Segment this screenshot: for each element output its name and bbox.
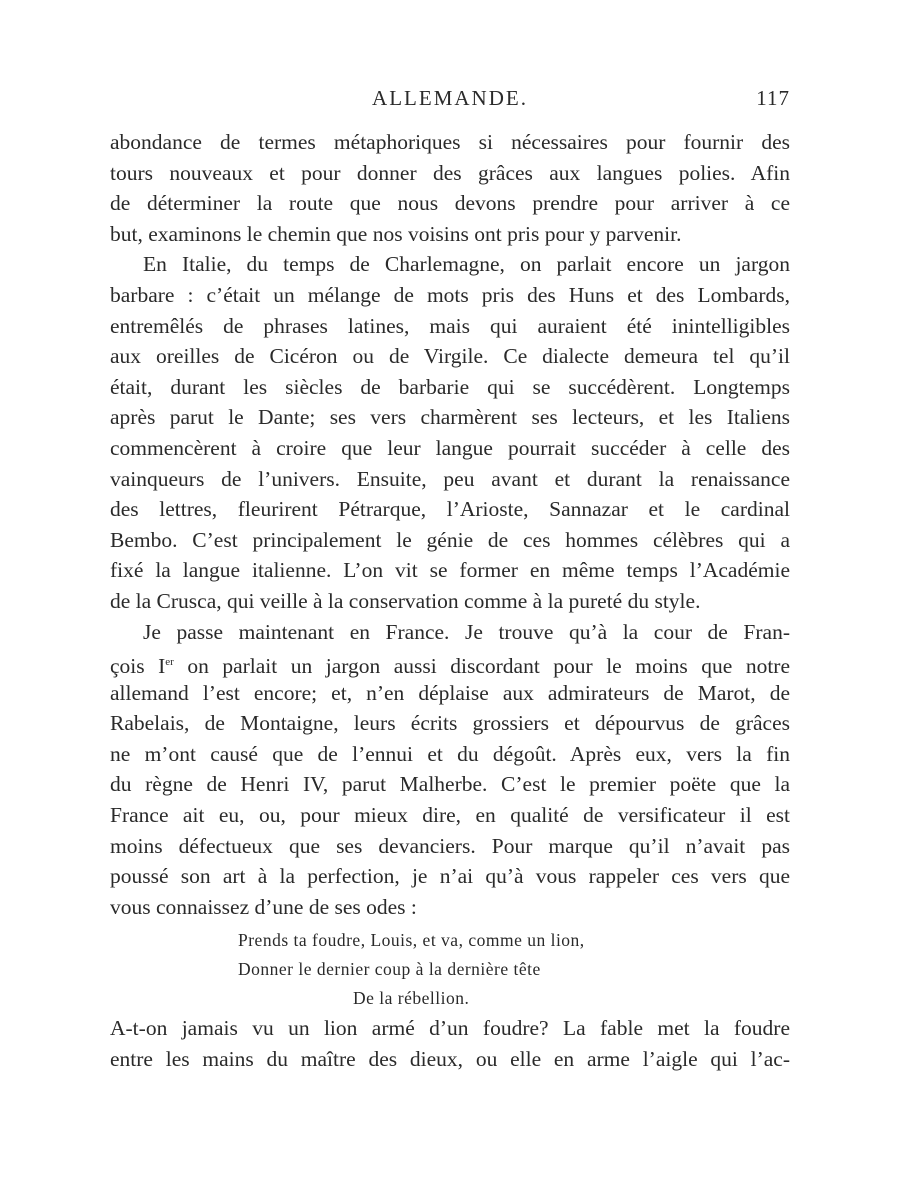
text-line: Je passe maintenant en France. Je trouve qu’à la cour de Fran-: [143, 619, 790, 644]
text-line: après parut le Dante; ses vers charmèrent ses lecteurs, et les Italiens: [110, 405, 790, 430]
text-line: de la Crusca, qui veille à la conservation comme à la pureté du style.: [110, 588, 701, 613]
text-line: moins défectueux que ses devanciers. Pour marque qu’il n’avait pas: [110, 833, 790, 858]
verse-quotation: [110, 926, 790, 1013]
running-title: ALLEMANDE.: [372, 86, 528, 110]
text-line: entre les mains du maître des dieux, ou elle en arme l’aigle qui l’ac-: [110, 1046, 790, 1071]
text-line: commencèrent à croire que leur langue pourrait succéder à celle des: [110, 435, 790, 460]
verse-line: De la rébellion.: [353, 988, 470, 1008]
text-line: vous connaissez d’une de ses odes :: [110, 894, 417, 919]
text-line: but, examinons le chemin que nos voisins ont pris pour y parvenir.: [110, 221, 682, 246]
text-line: Rabelais, de Montaigne, leurs écrits grossiers et dépourvus de grâces: [110, 711, 790, 736]
text-line: barbare : c’était un mélange de mots pris des Huns et des Lombards,: [110, 282, 790, 307]
text-line: A-t-on jamais vu un lion armé d’un foudre? La fable met la foudre: [110, 1016, 790, 1040]
text-line: allemand l’est encore; et, n’en déplaise aux admirateurs de Marot, de: [110, 680, 790, 705]
text-line: tours nouveaux et pour donner des grâces aux langues polies. Afin: [110, 160, 790, 185]
text-line: ne m’ont causé que de l’ennui et du dégoût. Après eux, vers la fin: [110, 741, 790, 766]
text-line: vainqueurs de l’univers. Ensuite, peu avant et durant la renaissance: [110, 466, 790, 491]
text-fragment: on parlait un jargon aussi discordant pour le moins que notre: [173, 654, 790, 679]
page-number: 117: [756, 86, 790, 110]
text-line: Bembo. C’est principalement le génie de ces hommes célèbres qui a: [110, 527, 790, 552]
text-line: était, durant les siècles de barbarie qui se succédèrent. Longtemps: [110, 374, 790, 399]
text-line: France ait eu, ou, pour mieux dire, en qualité de versificateur il est: [110, 803, 790, 828]
text-line: du règne de Henri IV, parut Malherbe. C’est le premier poëte que la: [110, 772, 790, 797]
text-line: [110, 647, 790, 678]
text-line: fixé la langue italienne. L’on vit se former en même temps l’Académie: [110, 558, 790, 583]
verse-line: Prends ta foudre, Louis, et va, comme un lion,: [238, 930, 585, 950]
superscript: er: [165, 656, 174, 669]
running-header: [110, 86, 790, 118]
text-line: poussé son art à la perfection, je n’ai qu’à vous rappeler ces vers que: [110, 864, 790, 889]
text-fragment: çois I: [110, 654, 166, 679]
text-line: des lettres, fleurirent Pétrarque, l’Arioste, Sannazar et le cardinal: [110, 497, 790, 522]
text-line: abondance de termes métaphoriques si nécessaires pour fournir des: [110, 130, 790, 154]
verse-line: Donner le dernier coup à la dernière tête: [238, 959, 541, 979]
body-text-continued: [110, 1013, 790, 1074]
body-text: [110, 127, 790, 922]
text-line: de déterminer la route que nous devons prendre pour arriver à ce: [110, 191, 790, 216]
text-line: En Italie, du temps de Charlemagne, on parlait encore un jargon: [143, 252, 790, 277]
text-line: entremêlés de phrases latines, mais qui auraient été inintelligibles: [110, 313, 790, 338]
text-line: aux oreilles de Cicéron ou de Virgile. Ce dialecte demeura tel qu’il: [110, 344, 790, 369]
